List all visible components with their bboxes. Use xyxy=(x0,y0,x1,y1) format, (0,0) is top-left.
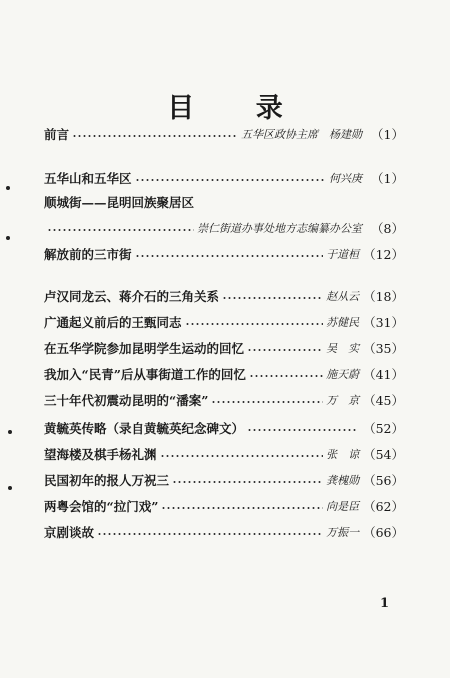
entry-page: （54） xyxy=(363,447,404,462)
entry-page: （62） xyxy=(363,499,404,514)
entry-page: （1） xyxy=(371,171,404,186)
toc-entry xyxy=(44,470,404,490)
entry-author: 苏健民 xyxy=(326,316,360,329)
entry-page: （12） xyxy=(363,247,404,262)
dot-leader xyxy=(135,179,326,181)
dot-leader xyxy=(172,481,323,483)
entry-page: （66） xyxy=(363,525,404,540)
entry-title: 卢汉同龙云、蒋介石的三角关系 xyxy=(44,289,220,304)
dot-leader xyxy=(161,507,323,509)
toc-entry xyxy=(44,218,404,238)
entry-page: （8） xyxy=(371,221,404,236)
toc-entry xyxy=(44,338,404,358)
toc-entry xyxy=(44,496,404,516)
toc-entry xyxy=(44,418,404,438)
page-title: 目 录 xyxy=(167,93,309,124)
entry-title: 广通起义前后的王甄同志 xyxy=(44,315,182,330)
dot-leader xyxy=(247,349,323,351)
margin-mark xyxy=(6,236,10,240)
entry-title: 望海楼及棋手杨礼渊 xyxy=(44,447,157,462)
entry-title: 黄毓英传略（录自黄毓英纪念碑文） xyxy=(44,421,245,436)
dot-leader xyxy=(247,429,356,431)
entry-author: 崇仁街道办事处地方志编纂办公室 xyxy=(197,222,362,235)
entry-title: 在五华学院参加昆明学生运动的回忆 xyxy=(44,341,245,356)
entry-author: 万振一 xyxy=(326,526,360,539)
entry-title: 顺城街——昆明回族聚居区 xyxy=(44,195,195,210)
entry-page: （31） xyxy=(363,315,404,330)
entry-author: 于道桓 xyxy=(326,248,360,261)
dot-leader xyxy=(97,533,323,535)
dot-leader xyxy=(160,455,324,457)
entry-page: （56） xyxy=(363,473,404,488)
toc-entry xyxy=(44,286,404,306)
dot-leader xyxy=(249,375,323,377)
entry-title: 三十年代初震动昆明的“潘案” xyxy=(44,393,209,408)
dot-leader xyxy=(185,323,324,325)
margin-mark xyxy=(8,486,12,490)
entry-author: 向是臣 xyxy=(326,500,360,513)
toc-entry xyxy=(44,390,404,410)
dot-leader xyxy=(211,401,323,403)
entry-author: 龚槐勋 xyxy=(326,474,360,487)
dot-leader xyxy=(222,297,323,299)
entry-title: 解放前的三市街 xyxy=(44,247,132,262)
toc-entry xyxy=(44,522,404,542)
entry-page: （41） xyxy=(363,367,404,382)
dot-leader xyxy=(47,229,194,231)
entry-title: 京剧谈故 xyxy=(44,525,95,540)
entry-page: （1） xyxy=(371,127,404,142)
entry-title: 前言 xyxy=(44,127,70,142)
entry-author: 五华区政协主席 杨建勋 xyxy=(241,128,362,141)
entry-author: 何兴庚 xyxy=(329,172,362,185)
entry-title: 五华山和五华区 xyxy=(44,171,132,186)
margin-mark xyxy=(6,186,10,190)
page-number: 1 xyxy=(380,596,390,611)
entry-page: （18） xyxy=(363,289,404,304)
entry-page: （52） xyxy=(363,421,404,436)
entry-author: 赵从云 xyxy=(326,290,360,303)
entry-author: 吴 实 xyxy=(326,342,360,355)
entry-title: 我加入“民青”后从事街道工作的回忆 xyxy=(44,367,246,382)
entry-author: 张 谅 xyxy=(326,448,360,461)
toc-entry xyxy=(44,168,404,188)
entry-title: 民国初年的报人万祝三 xyxy=(44,473,170,488)
entry-page: （45） xyxy=(363,393,404,408)
entry-author: 万 京 xyxy=(326,394,360,407)
toc-entry xyxy=(44,312,404,332)
toc-entry xyxy=(44,244,404,264)
dot-leader xyxy=(135,255,324,257)
toc-entry xyxy=(44,192,404,212)
dot-leader xyxy=(72,135,238,137)
toc-entry xyxy=(44,364,404,384)
entry-title: 两粤会馆的“拉门戏” xyxy=(44,499,159,514)
toc-entry xyxy=(44,124,404,144)
entry-author: 施天蔚 xyxy=(326,368,360,381)
entry-page: （35） xyxy=(363,341,404,356)
toc-entry xyxy=(44,444,404,464)
margin-mark xyxy=(8,430,12,434)
